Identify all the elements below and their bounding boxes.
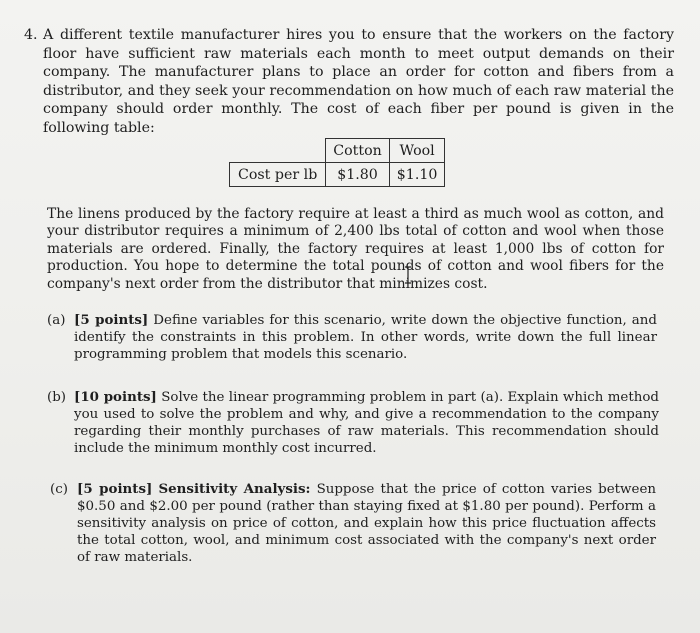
part-b [47, 389, 659, 457]
part-a-label: (a) [47, 313, 66, 328]
part-c-label: (c) [50, 482, 68, 497]
cost-table [229, 138, 445, 187]
cost-table-row-label: Cost per lb [230, 163, 326, 187]
cost-table-corner [230, 139, 326, 163]
cost-table-row [230, 163, 445, 187]
cost-table-header-row [230, 139, 445, 163]
part-b-label: (b) [47, 390, 67, 405]
problem-number: 4. [24, 27, 38, 43]
part-c-points: [5 points] [77, 481, 153, 497]
part-b-points: [10 points] [74, 389, 157, 405]
cost-table-header-cotton: Cotton [326, 139, 389, 163]
cost-table-wool-value: $1.10 [389, 163, 445, 187]
problem-intro [24, 26, 674, 138]
part-c [50, 481, 656, 566]
part-a-points: [5 points] [74, 312, 149, 328]
part-a-text: Define variables for this scenario, write down the objective function, and identify the constraints in this problem. In other words, write down the full linear programming problem that models this scenario. [74, 313, 657, 362]
part-a [47, 312, 657, 363]
part-b-text: Solve the linear programming problem in part (a). Explain which method you used to solve the problem and why, and give a recommendation to the company regarding their monthly purchases of raw materials. This recommendation should include the minimum monthly cost incurred. [74, 390, 659, 456]
text-cursor-icon [403, 266, 413, 284]
cost-table-header-wool: Wool [389, 139, 445, 163]
part-c-heading: Sensitivity Analysis: [158, 481, 311, 497]
scenario-paragraph: The linens produced by the factory require at least a third as much wool as cotton, and your distributor requires a minimum of 2,400 lbs total of cotton and wool when those materials are ordered. Finally, the factory requires at least 1,000 lbs of cotton for production. You hope to determine the total pounds of cotton and wool fibers for the company's next order from the distributor that minimizes cost. [47, 206, 664, 292]
cost-table-cotton-value: $1.80 [326, 163, 389, 187]
part-c-text: Suppose that the price of cotton varies between $0.50 and $2.00 per pound (rather than staying fixed at $1.80 per pound). Perform a sensitivity analysis on price of cotton, and explain how this price fluctuation affects the total cotton, wool, and minimum cost associated with the company's next order of raw materials. [77, 482, 656, 565]
problem-intro-text: A different textile manufacturer hires you to ensure that the workers on the factory floor have sufficient raw materials each month to meet output demands on their company. The manufacturer plans to place an order for cotton and fibers from a distributor, and they seek your recommendation on how much of each raw material the company should order monthly. The cost of each fiber per pound is given in the following table: [43, 27, 674, 136]
